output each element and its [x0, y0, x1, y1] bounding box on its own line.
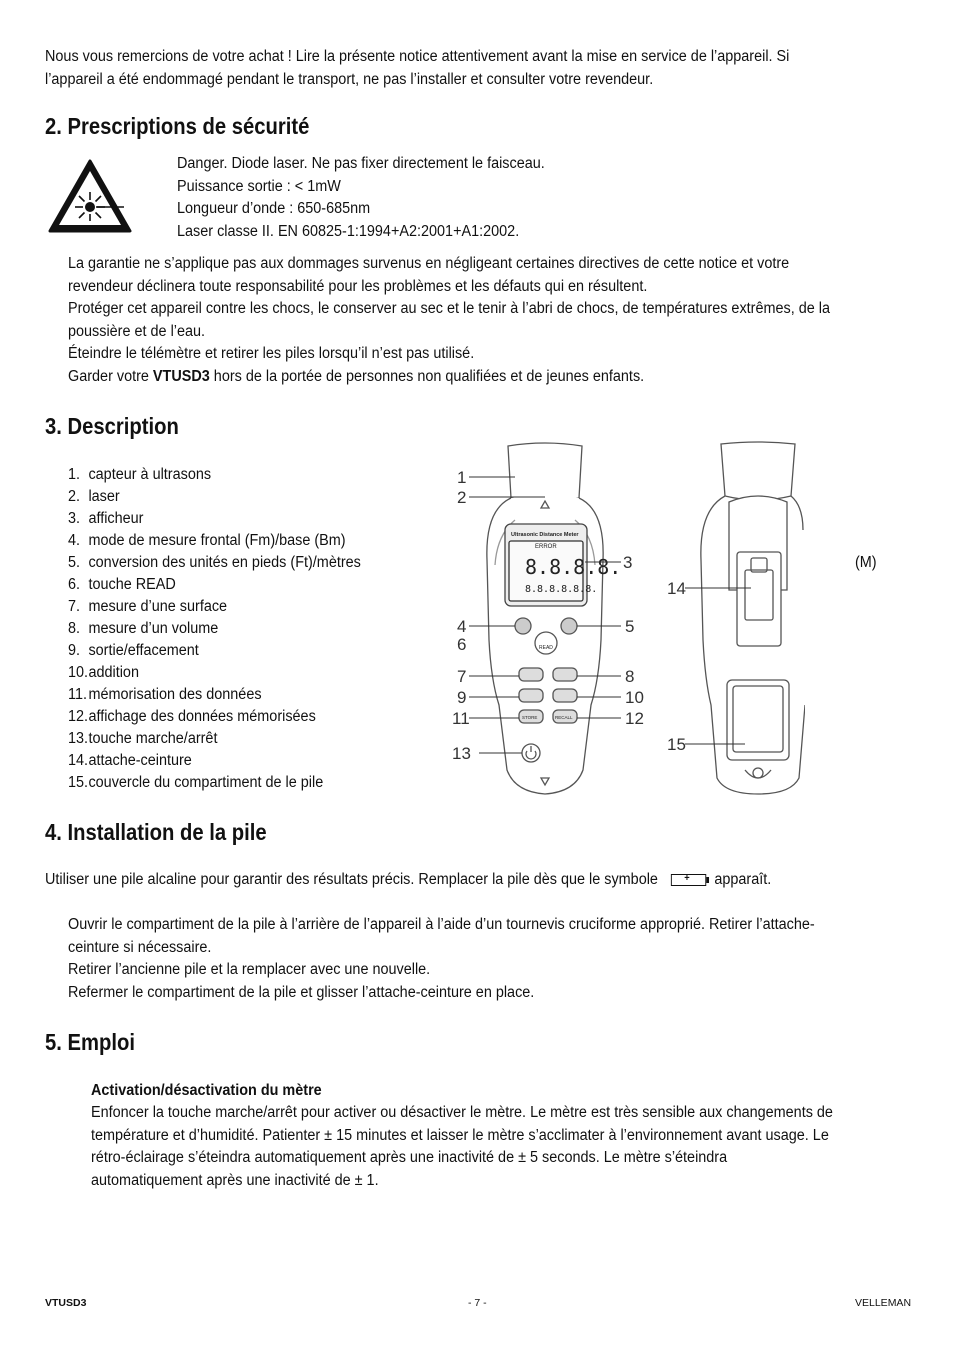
list-item	[68, 662, 361, 684]
list-item	[68, 640, 361, 662]
list-item-number: 9.	[68, 642, 81, 659]
battery-line-post: apparaît.	[714, 871, 772, 888]
safety-paragraphs	[68, 253, 830, 388]
usage-line: température et d’humidité. Patienter ± 15 minutes et laisser le mètre s’acclimater à l’environnement avant usage. Le	[91, 1126, 829, 1144]
list-item-text: mémorisation des données	[88, 686, 262, 703]
battery-step-line: Retirer l’ancienne pile et la remplacer avec une nouvelle.	[68, 961, 431, 978]
lcd-error: ERROR	[535, 544, 557, 550]
section-heading: 5. Emploi	[45, 1029, 135, 1055]
list-item-number: 13.	[68, 730, 89, 747]
btn-read-label: READ	[539, 645, 553, 651]
safety-line-keep	[68, 366, 830, 389]
list-item-number: 3.	[68, 510, 81, 527]
usage-line: Enfoncer la touche marche/arrêt pour activer ou désactiver le mètre. Le mètre est très sensible aux changements de	[91, 1104, 833, 1121]
text-span: Garder votre	[68, 367, 153, 385]
battery-icon: +	[671, 874, 706, 886]
list-item	[68, 596, 361, 618]
callout-15: 15	[667, 735, 686, 754]
footer-left: VTUSD3	[45, 1297, 87, 1309]
list-item	[68, 750, 361, 772]
list-item-number: 14.	[68, 752, 89, 769]
callout-9: 9	[457, 688, 467, 707]
battery-line-pre: Utiliser une pile alcaline pour garantir des résultats précis. Remplacer la pile dès que le symbole	[45, 871, 658, 888]
callout-13: 13	[452, 744, 471, 763]
callout-11: 11	[452, 709, 470, 728]
list-item-text: laser	[88, 488, 120, 505]
list-item-text: affichage des données mémorisées	[88, 708, 316, 725]
list-item-text: attache-ceinture	[88, 752, 192, 769]
callout-1: 1	[457, 468, 467, 487]
lcd-digits-small: 8.8.8.8.8.8.	[525, 584, 598, 595]
list-item-number: 15.	[68, 774, 89, 791]
list-item	[68, 618, 361, 640]
battery-step-line: Ouvrir le compartiment de la pile à l’arrière de l’appareil à l’aide d’un tournevis cruciforme approprié. Retirer l’attache-	[68, 916, 815, 933]
callout-7: 7	[457, 667, 467, 686]
list-item	[68, 464, 361, 486]
lcd-title: Ultrasonic Distance Meter	[511, 532, 579, 538]
list-item-number: 10.	[68, 664, 89, 681]
device-back	[701, 442, 805, 794]
laser-spec-line: Puissance sortie : < 1mW	[177, 177, 341, 195]
usage-paragraph	[91, 1102, 833, 1192]
list-item	[68, 684, 361, 706]
btn-store-label: STORE	[522, 715, 538, 720]
callout-6: 6	[457, 635, 467, 654]
list-item-text: conversion des unités en pieds (Ft)/mètres	[88, 554, 361, 571]
list-item	[68, 486, 361, 508]
list-item	[68, 706, 361, 728]
laser-spec-line: Danger. Diode laser. Ne pas fixer directement le faisceau.	[177, 155, 545, 172]
laser-specs	[177, 153, 545, 243]
list-item-number: 1.	[68, 466, 81, 483]
list-item-number: 6.	[68, 576, 81, 593]
callout-12: 12	[625, 709, 644, 728]
item5-suffix: (M)	[855, 554, 877, 571]
safety-line: poussière et de l’eau.	[68, 322, 206, 340]
parts-list	[68, 464, 361, 794]
laser-spec-line: Laser classe II. EN 60825-1:1994+A2:2001+A1:2002.	[177, 222, 520, 240]
page-number: - 7 -	[468, 1297, 487, 1309]
list-item-number: 7.	[68, 598, 81, 615]
list-item-text: sortie/effacement	[88, 642, 199, 659]
intro-paragraph	[45, 46, 789, 91]
list-item-number: 2.	[68, 488, 81, 505]
list-item-text: afficheur	[88, 510, 144, 527]
callout-4: 4	[457, 617, 467, 636]
section-heading: 2. Prescriptions de sécurité	[45, 113, 310, 139]
callout-2: 2	[457, 488, 467, 507]
callout-5: 5	[625, 617, 635, 636]
text-span: hors de la portée de personnes non qualifiées et de jeunes enfants.	[209, 367, 645, 385]
device-figure	[445, 440, 805, 800]
footer-right: VELLEMAN	[855, 1297, 912, 1309]
callout-14: 14	[667, 579, 686, 598]
list-item-text: mode de mesure frontal (Fm)/base (Bm)	[88, 532, 346, 549]
list-item	[68, 728, 361, 750]
list-item-number: 5.	[68, 554, 81, 571]
laser-warning-icon	[48, 159, 132, 235]
laser-spec-line: Longueur d’onde : 650-685nm	[177, 200, 371, 217]
intro-line: Nous vous remercions de votre achat ! Lire la présente notice attentivement avant la mise en service de l’appareil. Si	[45, 48, 790, 65]
list-item	[68, 772, 361, 794]
list-item-number: 11.	[68, 686, 87, 703]
list-item-number: 12.	[68, 708, 89, 725]
list-item	[68, 508, 361, 530]
btn-recall-label: RECALL	[555, 715, 573, 720]
lcd-digits: 8.8.8.8.	[525, 555, 622, 579]
usage-line: automatiquement après une inactivité de ± 1.	[91, 1171, 379, 1189]
battery-line	[45, 869, 771, 892]
model-name: VTUSD3	[152, 367, 210, 385]
battery-step-line: Refermer le compartiment de la pile et glisser l’attache-ceinture en place.	[68, 983, 535, 1001]
section-heading: 3. Description	[45, 413, 179, 439]
list-item	[68, 552, 361, 574]
intro-line: l’appareil a été endommagé pendant le transport, ne pas l’installer et consulter votre revendeur.	[45, 70, 654, 88]
list-item-text: addition	[88, 664, 139, 681]
list-item-text: couvercle du compartiment de le pile	[88, 774, 324, 791]
callout-10: 10	[625, 688, 644, 707]
list-item	[68, 574, 361, 596]
list-item-text: touche READ	[88, 576, 176, 593]
list-item-text: mesure d’une surface	[88, 598, 228, 615]
safety-line: La garantie ne s’applique pas aux dommages survenus en négligeant certaines directives de cette notice et votre	[68, 255, 790, 272]
section-heading: 4. Installation de la pile	[45, 819, 267, 845]
list-item	[68, 530, 361, 552]
list-item-number: 8.	[68, 620, 81, 637]
usage-line: rétro-éclairage s’éteindra automatiquement après une inactivité de ± 5 seconds. Le mètre s’éteindra	[91, 1149, 728, 1166]
callout-3: 3	[623, 553, 633, 572]
list-item-text: capteur à ultrasons	[88, 466, 212, 483]
device-front	[487, 443, 603, 794]
battery-step-line: ceinture si nécessaire.	[68, 938, 212, 956]
list-item-number: 4.	[68, 532, 81, 549]
list-item-text: touche marche/arrêt	[88, 730, 218, 747]
safety-line: Éteindre le télémètre et retirer les piles lorsqu’il n’est pas utilisé.	[68, 345, 475, 362]
subheading: Activation/désactivation du mètre	[91, 1082, 322, 1099]
list-item-text: mesure d’un volume	[88, 620, 219, 637]
safety-line: revendeur déclinera toute responsabilité pour les problèmes et les défauts qui en résultent.	[68, 277, 648, 295]
callout-8: 8	[625, 667, 635, 686]
safety-line: Protéger cet appareil contre les chocs, le conserver au sec et le tenir à l’abri de chocs, de températures extrêmes, de la	[68, 300, 830, 317]
battery-paragraphs	[68, 914, 815, 1004]
